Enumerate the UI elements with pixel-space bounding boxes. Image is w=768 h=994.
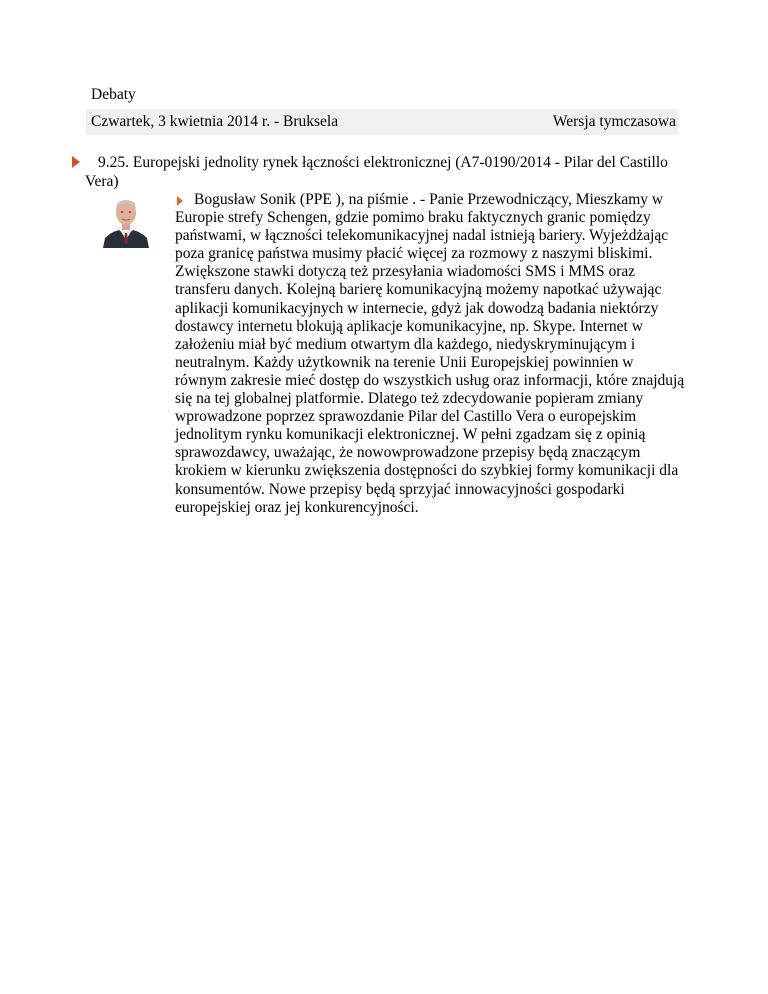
- agenda-item-heading: [85, 153, 685, 191]
- speaker-portrait-image: [101, 196, 151, 248]
- speech-paragraph: [175, 191, 685, 517]
- triangle-right-icon[interactable]: [177, 196, 183, 206]
- triangle-right-icon[interactable]: [72, 156, 80, 168]
- version-label: Wersja tymczasowa: [552, 113, 676, 130]
- meta-bar: [86, 109, 678, 135]
- speech-text: Bogusław Sonik (PPE ), na piśmie . - Panie Przewodniczący, Mieszkamy w Europie strefy Schengen, gdzie pomimo braku faktycznych granic pomiędzy państwami, w łączności telekomunikacyjnej nadal istnieją bariery. Wyjeżdżając poza granicę państwa musimy płacić więcej za rozmowy z naszymi bliskimi. Zwiększone stawki dotyczą też przesyłania wiadomości SMS i MMS oraz transferu danych. Kolejną barierę komunikacyjną możemy napotkać używając aplikacji komunikacyjnych w internecie, gdyż jak dowodzą badania niektórzy dostawcy internetu blokują aplikacje komunikacyjne, np. Skype. Internet w założeniu miał być medium otwartym dla każdego, niedyskryminującym i neutralnym. Każdy użytkownik na terenie Unii Europejskiej powinnien w równym zakresie mieć dostęp do wszystkich usług oraz informacji, które znajdują się na tej globalnej platformie. Dlatego też zdecydowanie popieram zmiany wprowadzone poprzez sprawozdanie Pilar del Castillo Vera o europejskim jednolitym rynku komunikacji elektronicznej. W pełni zgadzam się z opinią sprawozdawcy, uważając, że nowowprowadzone przepisy będą znaczącym krokiem w kierunku zwiększenia dostępności do szybkiej formy komunikacji dla konsumentów. Nowe przepisy będą sprzyjać innowacyjności gospodarki europejskiej oraz jej konkurencyjności.: [175, 191, 685, 516]
- section-title: Debaty: [91, 86, 136, 103]
- speaker-portrait: [101, 196, 151, 248]
- session-date: Czwartek, 3 kwietnia 2014 r. - Bruksela: [91, 113, 339, 130]
- agenda-item-title: 9.25. Europejski jednolity rynek łączności elektronicznej (A7-0190/2014 - Pilar del Castillo Vera): [85, 154, 668, 190]
